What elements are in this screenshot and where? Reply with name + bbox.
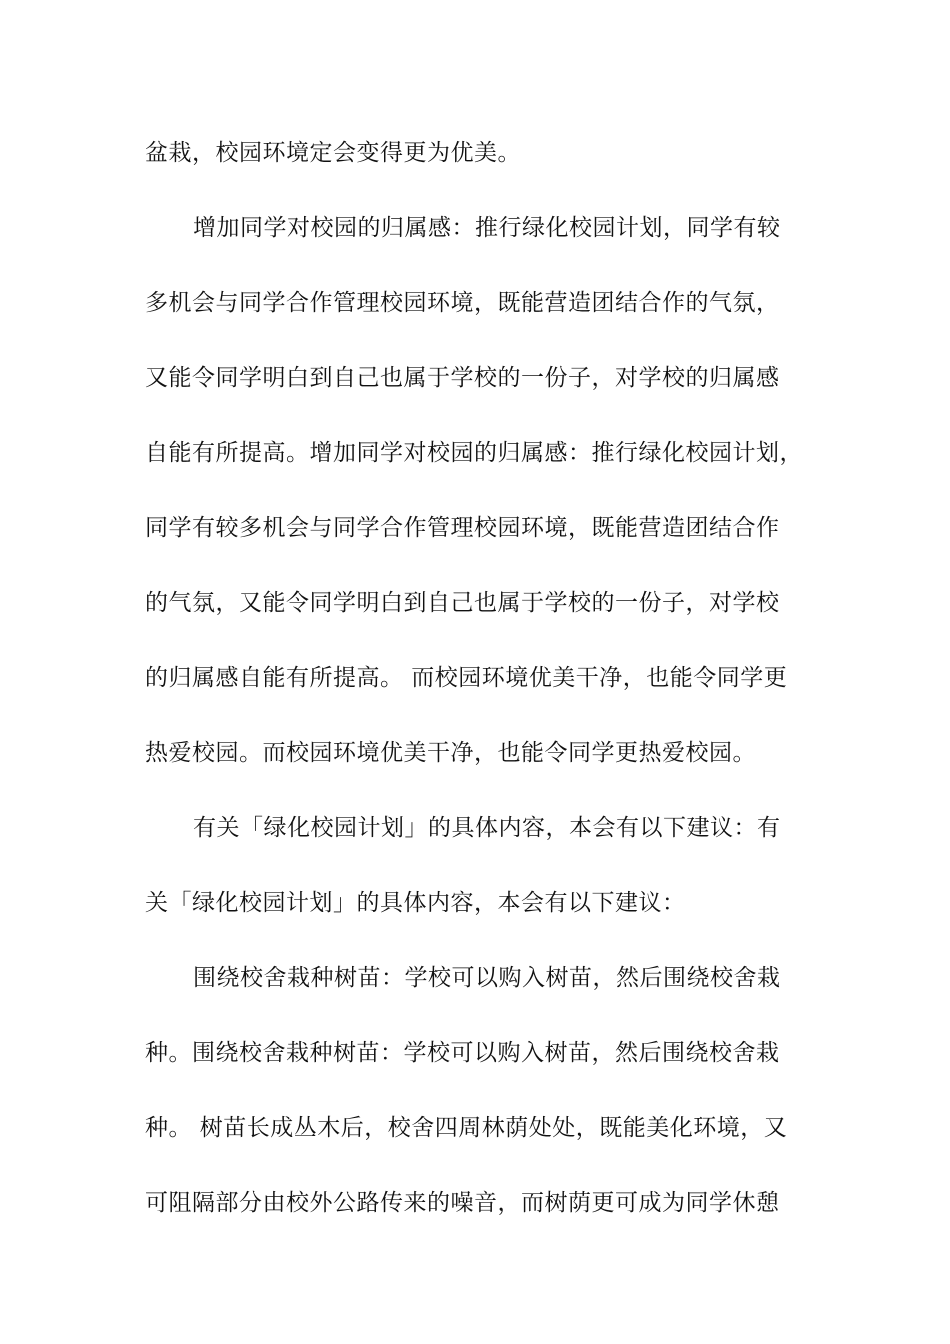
text-line: 盆栽，校园环境定会变得更为优美。	[145, 140, 521, 166]
text-line: 增加同学对校园的归属感：推行绿化校园计划，同学有较	[193, 215, 781, 241]
text-line: 关「绿化校园计划」的具体内容，本会有以下建议：	[145, 890, 686, 916]
text-line: 热爱校园。而校园环境优美干净，也能令同学更热爱校园。	[145, 740, 756, 766]
text-line: 的气氛，又能令同学明白到自己也属于学校的一份子，对学校	[145, 590, 780, 616]
text-line: 种。围绕校舍栽种树苗：学校可以购入树苗，然后围绕校舍栽	[145, 1040, 780, 1066]
text-line: 又能令同学明白到自己也属于学校的一份子，对学校的归属感	[145, 365, 780, 391]
text-line: 自能有所提高。增加同学对校园的归属感：推行绿化校园计划，	[145, 440, 803, 466]
text-line: 多机会与同学合作管理校园环境，既能营造团结合作的气氛，	[145, 290, 780, 316]
text-line: 同学有较多机会与同学合作管理校园环境，既能营造团结合作	[145, 515, 780, 541]
text-line: 可阻隔部分由校外公路传来的噪音，而树荫更可成为同学休憩	[145, 1190, 780, 1216]
document-body	[145, 128, 820, 1253]
text-line: 种。 树苗长成丛木后，校舍四周林荫处处，既能美化环境，又	[145, 1115, 788, 1141]
text-line: 的归属感自能有所提高。 而校园环境优美干净，也能令同学更	[145, 665, 788, 691]
text-line: 有关「绿化校园计划」的具体内容，本会有以下建议：有	[193, 815, 781, 841]
text-line: 围绕校舍栽种树苗：学校可以购入树苗，然后围绕校舍栽	[193, 965, 781, 991]
